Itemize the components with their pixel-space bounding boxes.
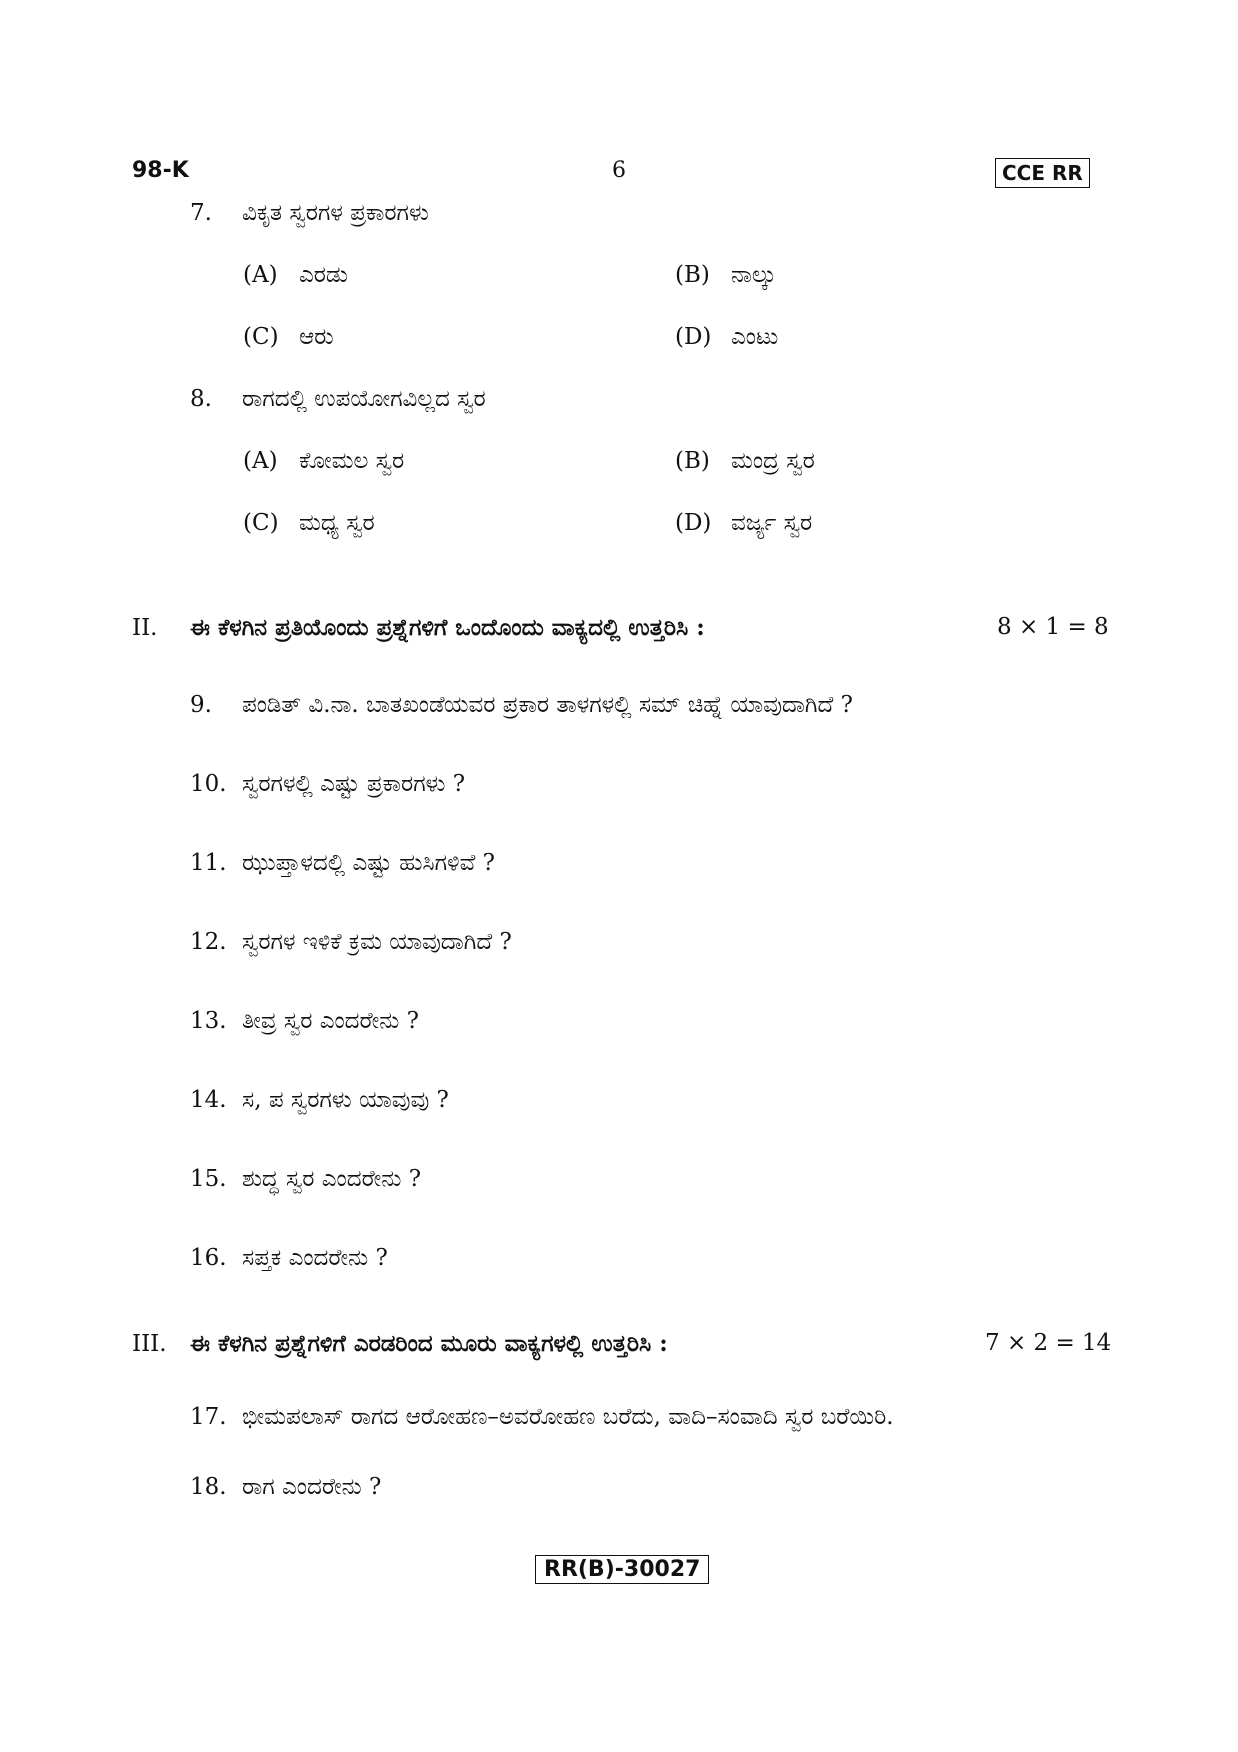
option-7d	[675, 324, 778, 350]
question-number: 12.	[190, 929, 227, 955]
question-17	[190, 1404, 894, 1430]
question-number: 18.	[190, 1474, 227, 1500]
option-label: (D)	[675, 510, 712, 536]
question-number: 8.	[190, 386, 212, 412]
option-text: ಮಧ್ಯ ಸ್ವರ	[299, 510, 375, 536]
option-8b	[675, 448, 815, 474]
section-2-marks: 8 × 1 = 8	[997, 614, 1109, 640]
option-label: (A)	[243, 448, 278, 474]
question-text: ಪಂಡಿತ್ ವಿ.ನಾ. ಬಾತಖಂಡೆಯವರ ಪ್ರಕಾರ ತಾಳಗಳಲ್ಲಿ ಸಮ್ ಚಿಹ್ನೆ ಯಾವುದಾಗಿದೆ ?	[242, 692, 853, 718]
option-7b	[675, 262, 776, 288]
option-label: (B)	[675, 448, 710, 474]
question-text: ವಿಕೃತ ಸ್ವರಗಳ ಪ್ರಕಾರಗಳು	[242, 200, 429, 226]
question-text: ಸಪ್ತಕ ಎಂದರೇನು ?	[242, 1245, 388, 1271]
option-text: ಎರಡು	[299, 262, 348, 288]
section-3-marks: 7 × 2 = 14	[985, 1330, 1112, 1356]
option-text: ನಾಲ್ಕು	[731, 262, 777, 288]
question-number: 11.	[190, 850, 227, 876]
option-text: ಆರು	[299, 324, 334, 350]
question-14	[190, 1087, 449, 1113]
question-text: ಸ, ಪ ಸ್ವರಗಳು ಯಾವುವು ?	[242, 1087, 449, 1113]
exam-series-box: CCE RR	[995, 158, 1090, 188]
question-text: ರಾಗ ಎಂದರೇನು ?	[242, 1474, 382, 1500]
footer-code-box: RR(B)-30027	[535, 1555, 709, 1584]
question-text: ಶುದ್ಧ ಸ್ವರ ಎಂದರೇನು ?	[242, 1166, 422, 1192]
option-8d	[675, 510, 812, 536]
question-18	[190, 1474, 381, 1500]
option-label: (B)	[675, 262, 710, 288]
question-number: 14.	[190, 1087, 227, 1113]
question-number: 16.	[190, 1245, 227, 1271]
question-number: 7.	[190, 200, 212, 226]
question-number: 10.	[190, 771, 227, 797]
option-7a	[243, 262, 348, 288]
option-label: (C)	[243, 324, 279, 350]
page-number: 6	[612, 158, 626, 183]
question-12	[190, 929, 512, 955]
option-8a	[243, 448, 404, 474]
question-8	[190, 386, 486, 412]
question-10	[190, 771, 465, 797]
question-number: 17.	[190, 1404, 227, 1430]
question-text: ಸ್ವರಗಳಲ್ಲಿ ಎಷ್ಟು ಪ್ರಕಾರಗಳು ?	[242, 771, 466, 797]
option-text: ಮಂದ್ರ ಸ್ವರ	[731, 448, 815, 474]
question-text: ಭೀಮಪಲಾಸ್ ರಾಗದ ಆರೋಹಣ–ಅವರೋಹಣ ಬರೆದು, ವಾದಿ–ಸಂವಾದಿ ಸ್ವರ ಬರೆಯಿರಿ.	[242, 1404, 894, 1430]
section-instruction: ಈ ಕೆಳಗಿನ ಪ್ರಶ್ನೆಗಳಿಗೆ ಎರಡರಿಂದ ಮೂರು ವಾಕ್ಯಗಳಲ್ಲಿ ಉತ್ತರಿಸಿ :	[190, 1330, 668, 1357]
question-16	[190, 1245, 388, 1271]
option-label: (A)	[243, 262, 278, 288]
question-text: ರಾಗದಲ್ಲಿ ಉಪಯೋಗವಿಲ್ಲದ ಸ್ವರ	[242, 386, 486, 412]
option-8c	[243, 510, 375, 536]
question-9	[190, 692, 853, 718]
question-11	[190, 850, 495, 876]
section-instruction: ಈ ಕೆಳಗಿನ ಪ್ರತಿಯೊಂದು ಪ್ರಶ್ನೆಗಳಿಗೆ ಒಂದೊಂದು ವಾಕ್ಯದಲ್ಲಿ ಉತ್ತರಿಸಿ :	[190, 614, 705, 641]
section-2-heading	[132, 614, 705, 641]
option-label: (D)	[675, 324, 712, 350]
section-number: III.	[132, 1331, 167, 1357]
question-13	[190, 1008, 419, 1034]
section-number: II.	[132, 615, 158, 641]
option-text: ಎಂಟು	[731, 324, 779, 350]
question-text: ಝುಪ್ತಾಳದಲ್ಲಿ ಎಷ್ಟು ಹುಸಿಗಳಿವೆ ?	[242, 850, 495, 876]
paper-code: 98-K	[132, 158, 189, 183]
question-text: ಸ್ವರಗಳ ಇಳಿಕೆ ಕ್ರಮ ಯಾವುದಾಗಿದೆ ?	[242, 929, 512, 955]
question-text: ತೀವ್ರ ಸ್ವರ ಎಂದರೇನು ?	[242, 1008, 419, 1034]
option-text: ಕೋಮಲ ಸ್ವರ	[299, 448, 405, 474]
option-label: (C)	[243, 510, 279, 536]
question-number: 15.	[190, 1166, 227, 1192]
question-number: 9.	[190, 692, 212, 718]
question-number: 13.	[190, 1008, 227, 1034]
question-15	[190, 1166, 421, 1192]
option-7c	[243, 324, 334, 350]
option-text: ವರ್ಜ್ಯ ಸ್ವರ	[731, 510, 813, 536]
question-7	[190, 200, 429, 226]
section-3-heading	[132, 1330, 668, 1357]
